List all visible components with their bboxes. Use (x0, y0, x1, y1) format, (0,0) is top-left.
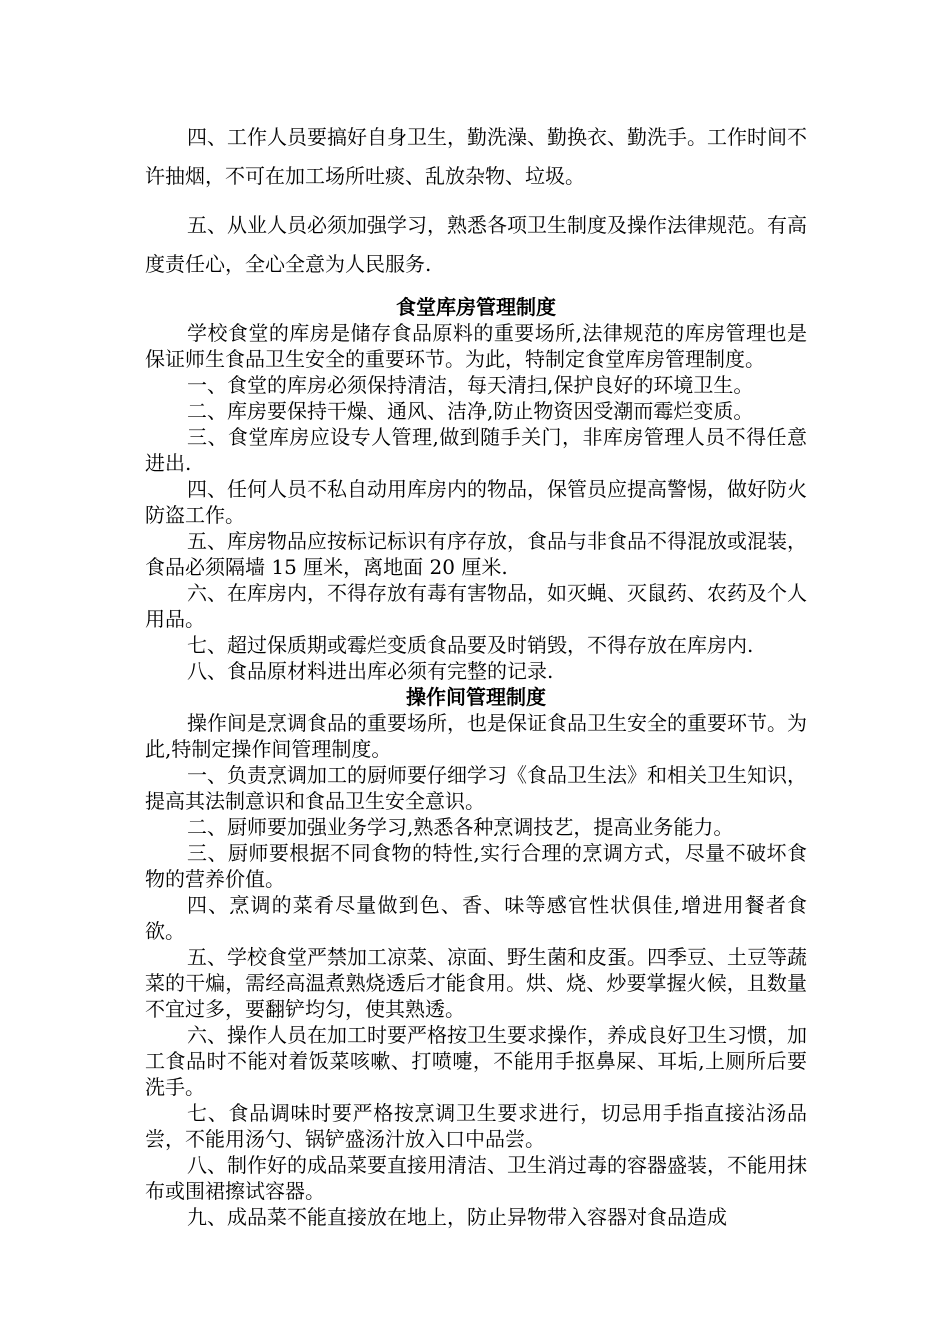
kitchen-section (145, 684, 807, 1230)
paragraph: 七、食品调味时要严格按烹调卫生要求进行，切忌用手指直接沾汤品尝，不能用汤勺、锅铲盛汤汁放入口中品尝。 (145, 1101, 807, 1151)
paragraph: 八、食品原材料进出库必须有完整的记录. (187, 659, 554, 683)
paragraph: 一、食堂的库房必须保持清洁，每天清扫,保护良好的环境卫生。 (187, 373, 754, 397)
paragraph: 三、厨师要根据不同食物的特性,实行合理的烹调方式，尽量不破坏食物的营养价值。 (145, 841, 807, 891)
paragraph: 六、在库房内，不得存放有毒有害物品，如灭蝇、灭鼠药、农药及个人用品。 (145, 581, 807, 631)
paragraph: 四、工作人员要搞好自身卫生，勤洗澡、勤换衣、勤洗手。工作时间不许抽烟，不可在加工场所吐痰、乱放杂物、垃圾。 (145, 125, 807, 188)
document-page (145, 0, 807, 1230)
paragraph: 三、食堂库房应设专人管理,做到随手关门，非库房管理人员不得任意进出. (145, 425, 807, 475)
intro-block (145, 0, 807, 284)
paragraph: 二、库房要保持干燥、通风、洁净,防止物资因受潮而霉烂变质。 (187, 399, 754, 423)
paragraph: 操作间是烹调食品的重要场所，也是保证食品卫生安全的重要环节。为此,特制定操作间管理制度。 (145, 711, 807, 761)
paragraph: 八、制作好的成品菜要直接用清洁、卫生消过毒的容器盛装，不能用抹布或围裙擦试容器。 (145, 1153, 807, 1203)
paragraph: 五、库房物品应按标记标识有序存放，食品与非食品不得混放或混装，食品必须隔墙 15 厘米，离地面 20 厘米. (145, 529, 807, 579)
paragraph: 四、任何人员不私自动用库房内的物品，保管员应提高警惕，做好防火防盗工作。 (145, 477, 807, 527)
paragraph: 七、超过保质期或霉烂变质食品要及时销毁，不得存放在库房内. (187, 633, 754, 657)
section-title: 食堂库房管理制度 (396, 295, 556, 319)
section-title: 操作间管理制度 (406, 685, 546, 709)
paragraph: 一、负责烹调加工的厨师要仔细学习《食品卫生法》和相关卫生知识，提高其法制意识和食品卫生安全意识。 (145, 763, 807, 813)
paragraph: 四、烹调的菜肴尽量做到色、香、味等感官性状俱佳,增进用餐者食欲。 (145, 893, 807, 943)
paragraph: 学校食堂的库房是储存食品原料的重要场所,法律规范的库房管理也是保证师生食品卫生安全的重要环节。为此，特制定食堂库房管理制度。 (145, 321, 807, 371)
paragraph: 九、成品菜不能直接放在地上，防止异物带入容器对食品造成 (187, 1205, 727, 1229)
paragraph: 五、从业人员必须加强学习，熟悉各项卫生制度及操作法律规范。有高度责任心，全心全意为人民服务. (145, 213, 807, 276)
paragraph: 五、学校食堂严禁加工凉菜、凉面、野生菌和皮蛋。四季豆、土豆等蔬菜的干煸，需经高温煮熟烧透后才能食用。烘、烧、炒要掌握火候，且数量不宜过多，要翻铲均匀，使其熟透。 (145, 945, 807, 1021)
warehouse-section (145, 294, 807, 684)
paragraph: 二、厨师要加强业务学习,熟悉各种烹调技艺，提高业务能力。 (187, 815, 734, 839)
paragraph: 六、操作人员在加工时要严格按卫生要求操作，养成良好卫生习惯，加工食品时不能对着饭菜咳嗽、打喷嚏，不能用手抠鼻屎、耳垢,上厕所后要洗手。 (145, 1023, 807, 1099)
